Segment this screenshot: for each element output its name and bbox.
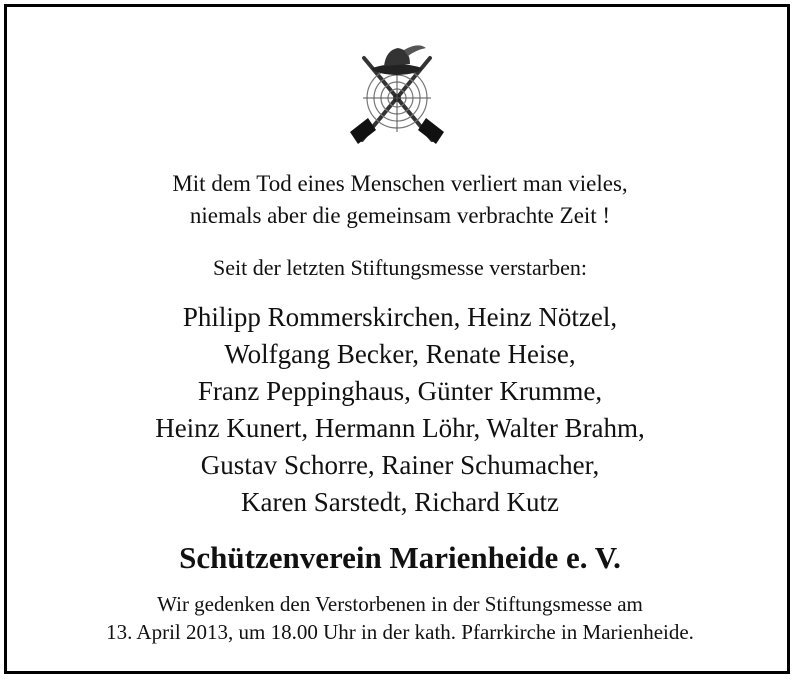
intro-text: Seit der letzten Stiftungsmesse verstarben: bbox=[213, 255, 587, 280]
memorial-line-1: Wir gedenken den Verstorbenen in der Stiftungsmesse am bbox=[157, 592, 643, 616]
memorial-line-2: 13. April 2013, um 18.00 Uhr in der kath. Pfarrkirche in Marienheide. bbox=[106, 620, 694, 644]
deceased-names-line: Karen Sarstedt, Richard Kutz bbox=[241, 487, 559, 517]
deceased-names-line: Philipp Rommerskirchen, Heinz Nötzel, bbox=[182, 302, 618, 332]
deceased-names-line: Gustav Schorre, Rainer Schumacher, bbox=[200, 450, 600, 480]
deceased-names-line: Heinz Kunert, Hermann Löhr, Walter Brahm, bbox=[155, 413, 645, 443]
shooting-club-emblem-icon bbox=[342, 40, 452, 152]
deceased-names-line: Franz Peppinghaus, Günter Krumme, bbox=[197, 376, 603, 406]
quote-line-1: Mit dem Tod eines Menschen verliert man vieles, bbox=[172, 171, 628, 196]
club-name: Schützenverein Marienheide e. V. bbox=[179, 540, 621, 575]
quote-line-2: niemals aber die gemeinsam verbrachte Zeit ! bbox=[189, 203, 611, 228]
deceased-names-line: Wolfgang Becker, Renate Heise, bbox=[224, 339, 576, 369]
